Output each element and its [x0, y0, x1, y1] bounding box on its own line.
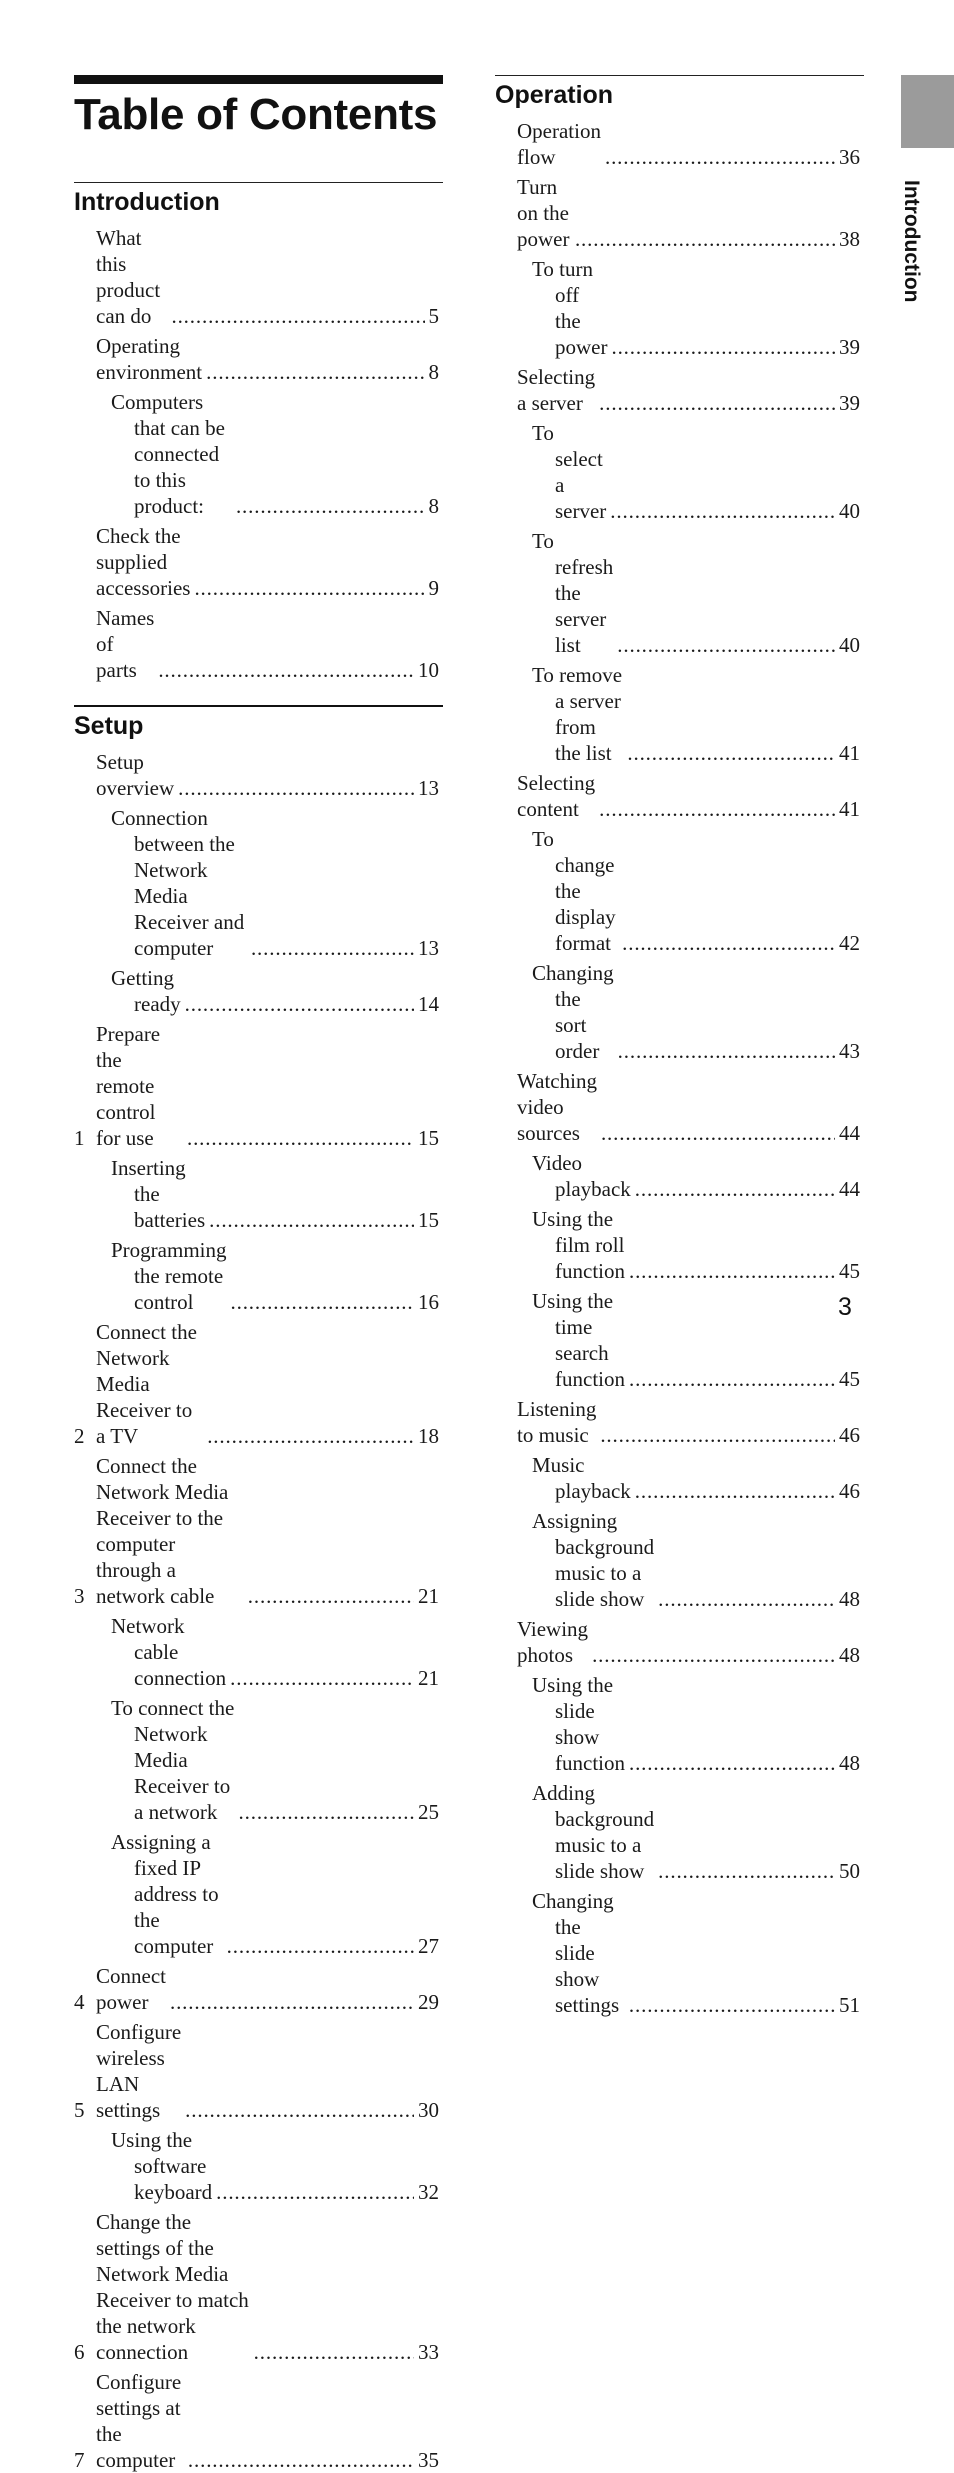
toc-entry[interactable] — [74, 2205, 439, 2365]
toc-entry[interactable] — [74, 2015, 439, 2123]
left-column — [74, 75, 443, 2473]
section-title-operation: Operation — [495, 81, 614, 109]
dot-leader — [617, 632, 835, 658]
toc-entry-number: 6 — [74, 2340, 85, 2364]
toc-entry-text: Adding background music to a slide show — [532, 1781, 655, 1883]
dot-leader — [635, 1478, 835, 1504]
dot-leader — [209, 1207, 414, 1233]
toc-entry-number: 3 — [74, 1584, 85, 1608]
dot-leader — [185, 2097, 414, 2123]
toc-entry[interactable] — [495, 822, 860, 956]
toc-entry-text: Using the time search function — [532, 1289, 625, 1391]
dot-leader — [592, 1642, 835, 1668]
toc-entry-page: 29 — [418, 1990, 439, 2014]
toc-entry-page: 48 — [839, 1587, 860, 1611]
toc-entry[interactable] — [74, 1315, 439, 1449]
dot-leader — [627, 740, 835, 766]
toc-entry-text: Network cable connection — [111, 1614, 227, 1690]
toc-entry-number: 5 — [74, 2098, 85, 2122]
toc-entry[interactable] — [74, 745, 439, 801]
dot-leader — [629, 1992, 835, 2018]
toc-entry-page: 51 — [839, 1993, 860, 2017]
toc-entry[interactable] — [74, 1233, 439, 1315]
toc-entry-page: 32 — [418, 2180, 439, 2204]
toc-entry-page: 8 — [428, 494, 439, 518]
toc-entry-page: 25 — [418, 1800, 439, 1824]
toc-entry-text: Programming the remote control — [111, 1238, 227, 1314]
toc-entry[interactable] — [495, 1202, 860, 1284]
toc-entry-page: 14 — [418, 992, 439, 1016]
toc-entry-page: 27 — [418, 1934, 439, 1958]
toc-entry[interactable] — [495, 252, 860, 360]
dot-leader — [236, 493, 425, 519]
toc-entry-text: To refresh the server list — [532, 529, 614, 657]
toc-entry-page: 21 — [418, 1666, 439, 1690]
toc-entry-page: 21 — [418, 1584, 439, 1608]
toc-entry-page: 36 — [839, 145, 860, 169]
toc-entry[interactable] — [495, 766, 860, 822]
side-tab — [901, 75, 954, 148]
toc-entry-text: Operation flow — [517, 119, 601, 169]
dot-leader — [575, 226, 835, 252]
toc-entry-text: Changing the sort order — [532, 961, 614, 1063]
dot-leader — [170, 1989, 414, 2015]
toc-entry[interactable] — [74, 1691, 439, 1825]
toc-entry-page: 40 — [839, 633, 860, 657]
toc-entry[interactable] — [495, 1884, 860, 2018]
operation-rule — [495, 75, 864, 76]
page-number: 3 — [838, 1293, 852, 1321]
toc-entry-page: 48 — [839, 1643, 860, 1667]
toc-entry-number: 2 — [74, 1424, 85, 1448]
toc-entry-text: Computers that can be connected to this product: — [111, 390, 225, 518]
toc-entry-page: 13 — [418, 776, 439, 800]
dot-leader — [618, 1038, 835, 1064]
dot-leader — [230, 1665, 414, 1691]
toc-entry-page: 42 — [839, 931, 860, 955]
dot-leader — [629, 1258, 835, 1284]
right-column — [495, 75, 864, 2018]
toc-entry-text: Watching video sources — [517, 1069, 597, 1145]
dot-leader — [658, 1586, 835, 1612]
toc-entry[interactable] — [74, 601, 439, 683]
section-title-introduction: Introduction — [74, 188, 220, 216]
toc-entry-text: Turn on the power — [517, 175, 570, 251]
dot-leader — [254, 2339, 414, 2365]
dot-leader — [629, 1750, 835, 1776]
toc-entry-text: Using the slide show function — [532, 1673, 625, 1775]
toc-entry-page: 44 — [839, 1121, 860, 1145]
dot-leader — [610, 498, 835, 524]
toc-entry-number: 7 — [74, 2448, 85, 2472]
toc-entry[interactable] — [495, 524, 860, 658]
dot-leader — [231, 1289, 415, 1315]
toc-entry-number: 1 — [74, 1126, 85, 1150]
dot-leader — [206, 359, 424, 385]
toc-entry-text: Prepare the remote control for use — [96, 1022, 161, 1150]
toc-entry-page: 46 — [839, 1479, 860, 1503]
toc-entry-page: 15 — [418, 1126, 439, 1150]
toc-entry-text: Video playback — [532, 1151, 631, 1201]
dot-leader — [599, 796, 835, 822]
toc-entry-number: 4 — [74, 1990, 85, 2014]
dot-leader — [187, 1125, 414, 1151]
operation-entries — [495, 114, 864, 2018]
toc-entry-page: 9 — [428, 576, 439, 600]
title-rule — [74, 75, 443, 84]
toc-entry-text: Viewing photos — [517, 1617, 589, 1667]
toc-entry-text: Setup overview — [96, 750, 175, 800]
toc-entry-text: Listening to music — [517, 1397, 597, 1447]
toc-entry[interactable] — [74, 1151, 439, 1233]
dot-leader — [171, 303, 424, 329]
dot-leader — [178, 775, 414, 801]
toc-entry-page: 38 — [839, 227, 860, 251]
toc-entry-page: 44 — [839, 1177, 860, 1201]
toc-entry-page: 39 — [839, 391, 860, 415]
dot-leader — [629, 1366, 835, 1392]
toc-entry-page: 39 — [839, 335, 860, 359]
toc-entry[interactable] — [74, 801, 439, 961]
toc-entry[interactable] — [74, 1825, 439, 1959]
dot-leader — [188, 2447, 414, 2473]
toc-entry[interactable] — [495, 1668, 860, 1776]
dot-leader — [601, 1120, 835, 1146]
toc-entry[interactable] — [74, 1959, 439, 2015]
toc-entry[interactable] — [495, 360, 860, 416]
toc-entry[interactable] — [495, 1064, 860, 1146]
toc-entry-page: 16 — [418, 1290, 439, 1314]
toc-entry[interactable] — [495, 1392, 860, 1448]
dot-leader — [194, 575, 424, 601]
toc-entry-text: Change the settings of the Network Media Receiver to match the network connection — [96, 2210, 249, 2364]
toc-entry[interactable] — [495, 956, 860, 1064]
toc-entry-page: 45 — [839, 1367, 860, 1391]
toc-entry-page: 50 — [839, 1859, 860, 1883]
toc-entry-text: What this product can do — [96, 226, 161, 328]
toc-entry[interactable] — [74, 519, 439, 601]
toc-entry-page: 5 — [428, 304, 439, 328]
toc-entry-text: Operating environment — [96, 334, 203, 384]
toc-entry-text: To connect the Network Media Receiver to a network — [111, 1696, 235, 1824]
toc-entry[interactable] — [495, 1504, 860, 1612]
toc-entry-text: Music playback — [532, 1453, 631, 1503]
setup-entries — [74, 745, 443, 2473]
toc-entry-text: Using the film roll function — [532, 1207, 625, 1283]
toc-entry[interactable] — [74, 2365, 439, 2473]
toc-entry-text: Check the supplied accessories — [96, 524, 191, 600]
toc-entry[interactable] — [495, 1776, 860, 1884]
dot-leader — [248, 1583, 414, 1609]
toc-entry-text: Configure wireless LAN settings — [96, 2020, 182, 2122]
toc-entry-text: Connect power — [96, 1964, 166, 2014]
toc-entry[interactable] — [74, 221, 439, 329]
dot-leader — [622, 930, 835, 956]
toc-entry-text: Assigning background music to a slide show — [532, 1509, 655, 1611]
dot-leader — [185, 991, 414, 1017]
toc-entry[interactable] — [495, 1146, 860, 1202]
toc-entry[interactable] — [74, 1449, 439, 1609]
toc-entry[interactable] — [74, 2123, 439, 2205]
toc-entry[interactable] — [495, 1448, 860, 1504]
introduction-rule — [74, 182, 443, 183]
toc-entry-text: To remove a server from the list — [532, 663, 623, 765]
dot-leader — [207, 1423, 414, 1449]
toc-entry-page: 45 — [839, 1259, 860, 1283]
dot-leader — [227, 1933, 414, 1959]
toc-entry-text: Connect the Network Media Receiver to a TV — [96, 1320, 197, 1448]
toc-entry-page: 46 — [839, 1423, 860, 1447]
toc-entry-text: Connection between the Network Media Receiver and computer — [111, 806, 245, 960]
toc-entry-text: Getting ready — [111, 966, 181, 1016]
introduction-entries — [74, 221, 443, 683]
toc-entry[interactable] — [74, 961, 439, 1017]
toc-entry[interactable] — [495, 1284, 860, 1392]
dot-leader — [611, 334, 835, 360]
toc-entry-text: Using the software keyboard — [111, 2128, 213, 2204]
dot-leader — [635, 1176, 835, 1202]
toc-entry-text: Changing the slide show settings — [532, 1889, 620, 2017]
toc-entry-text: Inserting the batteries — [111, 1156, 206, 1232]
toc-entry-page: 33 — [418, 2340, 439, 2364]
dot-leader — [158, 657, 414, 683]
toc-entry[interactable] — [74, 1017, 439, 1151]
toc-entry-text: Names of parts — [96, 606, 155, 682]
toc-entry[interactable] — [495, 114, 860, 170]
toc-entry-page: 35 — [418, 2448, 439, 2472]
toc-entry-page: 15 — [418, 1208, 439, 1232]
toc-entry-text: Connect the Network Media Receiver to the computer through a network cable — [96, 1454, 229, 1608]
toc-entry-text: Selecting a server — [517, 365, 596, 415]
toc-entry-page: 41 — [839, 797, 860, 821]
toc-entry[interactable] — [495, 658, 860, 766]
dot-leader — [216, 2179, 414, 2205]
toc-entry-text: To turn off the power — [532, 257, 608, 359]
dot-leader — [239, 1799, 414, 1825]
toc-entry-page: 41 — [839, 741, 860, 765]
toc-entry[interactable] — [74, 385, 439, 519]
toc-entry-page: 48 — [839, 1751, 860, 1775]
toc-entry-text: To change the display format — [532, 827, 616, 955]
toc-entry-text: Configure settings at the computer — [96, 2370, 182, 2472]
dot-leader — [251, 935, 414, 961]
toc-entry-page: 40 — [839, 499, 860, 523]
toc-entry[interactable] — [74, 329, 439, 385]
toc-entry-text: Selecting content — [517, 771, 596, 821]
toc-entry-page: 8 — [428, 360, 439, 384]
toc-entry[interactable] — [495, 416, 860, 524]
toc-entry[interactable] — [495, 1612, 860, 1668]
setup-rule — [74, 705, 443, 707]
toc-entry-text: Assigning a fixed IP address to the computer — [111, 1830, 219, 1958]
dot-leader — [599, 390, 835, 416]
toc-entry-page: 18 — [418, 1424, 439, 1448]
toc-entry[interactable] — [74, 1609, 439, 1691]
side-tab-label: Introduction — [900, 180, 923, 303]
page-title: Table of Contents — [74, 90, 438, 139]
toc-entry-page: 13 — [418, 936, 439, 960]
toc-entry-text: To select a server — [532, 421, 607, 523]
toc-entry-page: 43 — [839, 1039, 860, 1063]
toc-entry-page: 10 — [418, 658, 439, 682]
dot-leader — [605, 144, 835, 170]
dot-leader — [600, 1422, 835, 1448]
toc-entry[interactable] — [495, 170, 860, 252]
toc-entry-page: 30 — [418, 2098, 439, 2122]
dot-leader — [658, 1858, 835, 1884]
section-title-setup: Setup — [74, 712, 144, 740]
